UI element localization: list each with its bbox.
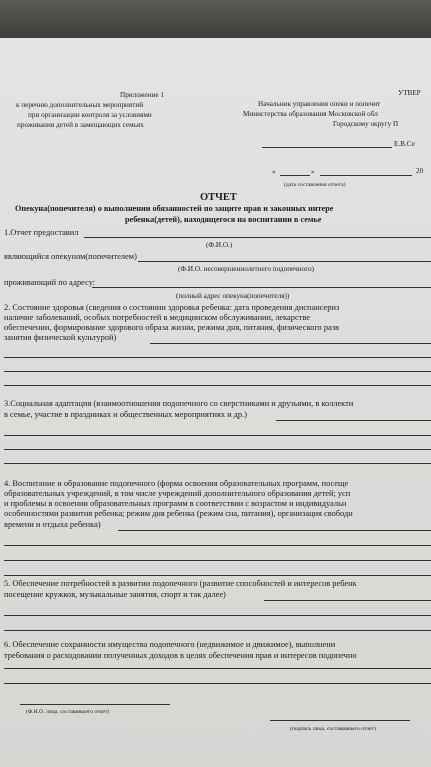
date-quote-open: « xyxy=(272,168,276,176)
section-2-line-1: 2. Состояние здоровья (сведения о состоянии здоровья ребенка: дата проведения диспансериз xyxy=(4,303,340,312)
residing-label: проживающий по адресу: xyxy=(4,278,96,287)
document-page xyxy=(0,38,431,767)
section-3-answer-line[interactable] xyxy=(4,435,431,436)
section-3-line-1: 3.Социальная адаптация (взаимоотношения подопечного со сверстниками и друзьями, в коллекти xyxy=(4,399,354,408)
section-2-line-3: обеспечении, формирование здорового образа жизни, режима дня, питания, физического разв xyxy=(4,323,339,332)
section-4-answer-line[interactable] xyxy=(4,545,431,546)
footer-signature-line[interactable] xyxy=(270,720,410,721)
appendix-line-2: при организации контроля за условиями xyxy=(28,111,152,119)
section-2-answer-line[interactable] xyxy=(150,343,431,344)
footer-right-caption: (подпись лица, составившего отчет) xyxy=(290,726,376,732)
section-6-line-2: требования о расходовании полученных доходов в целях обеспечения прав и интересов подопечно xyxy=(4,651,357,660)
section-5-line-2: посещение кружков, музыкальные занятия, спорт и так далее) xyxy=(4,590,226,599)
fio-caption: (Ф.И.О.) xyxy=(206,241,233,249)
section-2-answer-line[interactable] xyxy=(4,385,431,386)
report-heading-line-2: ребенка(детей), находящегося на воспитании в семье xyxy=(125,215,322,224)
footer-name-line[interactable] xyxy=(20,704,170,705)
guardian-role-label: являющийся опекуном(попечителем) xyxy=(4,252,137,261)
approval-title: УТВЕР xyxy=(398,89,421,97)
date-quote-close: » xyxy=(311,168,315,176)
section-4-line-3: и проблемы в освоении образовательных программ в соответствии с возрастом и индивидуальн xyxy=(4,499,347,508)
section-4-line-4: особенностями развития ребенка; режим дня ребенка (режим сна, питания), организация свободн xyxy=(4,509,353,518)
background-surface xyxy=(0,0,431,38)
date-month-line xyxy=(320,175,412,176)
section-5-answer-line[interactable] xyxy=(4,615,431,616)
section-5-line-1: 5. Обеспечение потребностей в развитии подопечного (развитие способностей и интересов ребенк xyxy=(4,579,357,588)
section-4-line-1: 4. Воспитание и образование подопечного (форма освоения образовательных программ, посеще xyxy=(4,479,349,488)
report-by-label: 1.Отчет предоставил xyxy=(4,228,79,237)
section-4-line-5: времени и отдыха ребенка) xyxy=(4,520,101,529)
section-3-line-2: в семье, участие в праздниках и общественных мероприятиях и др.) xyxy=(4,410,248,419)
appendix-line-3: проживания детей в замещающих семьях xyxy=(17,121,144,129)
approval-line-1: Начальник управления опеки и попечит xyxy=(258,100,381,108)
approval-line-3: Городскому округу П xyxy=(333,120,399,128)
section-4-answer-line[interactable] xyxy=(118,530,431,531)
section-3-answer-line[interactable] xyxy=(4,449,431,450)
section-6-line-1: 6. Обеспечение сохранности имущества подопечного (недвижимое и движимое), выполнени xyxy=(4,640,336,649)
approval-line-2: Министерства образования Московской обл xyxy=(243,110,378,118)
date-caption: (дата составления отчета) xyxy=(284,182,346,188)
address-caption: (полный адрес опекуна(попечителя)) xyxy=(176,292,290,300)
date-day-line xyxy=(280,175,310,176)
report-title: ОТЧЕТ xyxy=(200,192,237,203)
appendix-line-1: к перечню дополнительных мероприятий xyxy=(16,101,144,109)
report-heading-line-1: Опекуна(попечителя) о выполнении обязанностей по защите прав и законных интере xyxy=(15,204,334,213)
date-year: 20 xyxy=(416,167,424,175)
appendix-title: Приложение 1 xyxy=(120,91,164,99)
minor-fio-caption: (Ф.И.О. несовершеннолетнего подопечного) xyxy=(178,265,314,273)
section-2-answer-line[interactable] xyxy=(4,371,431,372)
report-by-line[interactable] xyxy=(84,237,431,238)
section-5-answer-line[interactable] xyxy=(4,630,431,631)
section-3-answer-line[interactable] xyxy=(4,463,431,464)
section-2-line-4: занятия физической культурой) xyxy=(4,333,117,342)
section-2-answer-line[interactable] xyxy=(4,357,431,358)
address-line[interactable] xyxy=(92,287,431,288)
section-3-answer-line[interactable] xyxy=(276,420,431,421)
signature-line xyxy=(262,147,392,148)
guardian-role-line[interactable] xyxy=(138,261,431,262)
section-6-answer-line[interactable] xyxy=(4,683,431,684)
section-5-answer-line[interactable] xyxy=(264,600,431,601)
section-4-answer-line[interactable] xyxy=(4,560,431,561)
section-6-answer-line[interactable] xyxy=(4,668,431,669)
approval-signature: Е.В.Се xyxy=(394,140,415,148)
section-2-line-2: наличие заболеваний, особых потребностей в медицинском обслуживании, лекарстве xyxy=(4,313,310,322)
footer-left-caption: (Ф.И.О. лица, составившего отчет) xyxy=(26,709,110,715)
section-4-answer-line[interactable] xyxy=(4,575,431,576)
section-4-line-2: образовательных учреждений, в том числе учреждений дополнительного образования детей; усп xyxy=(4,489,351,498)
